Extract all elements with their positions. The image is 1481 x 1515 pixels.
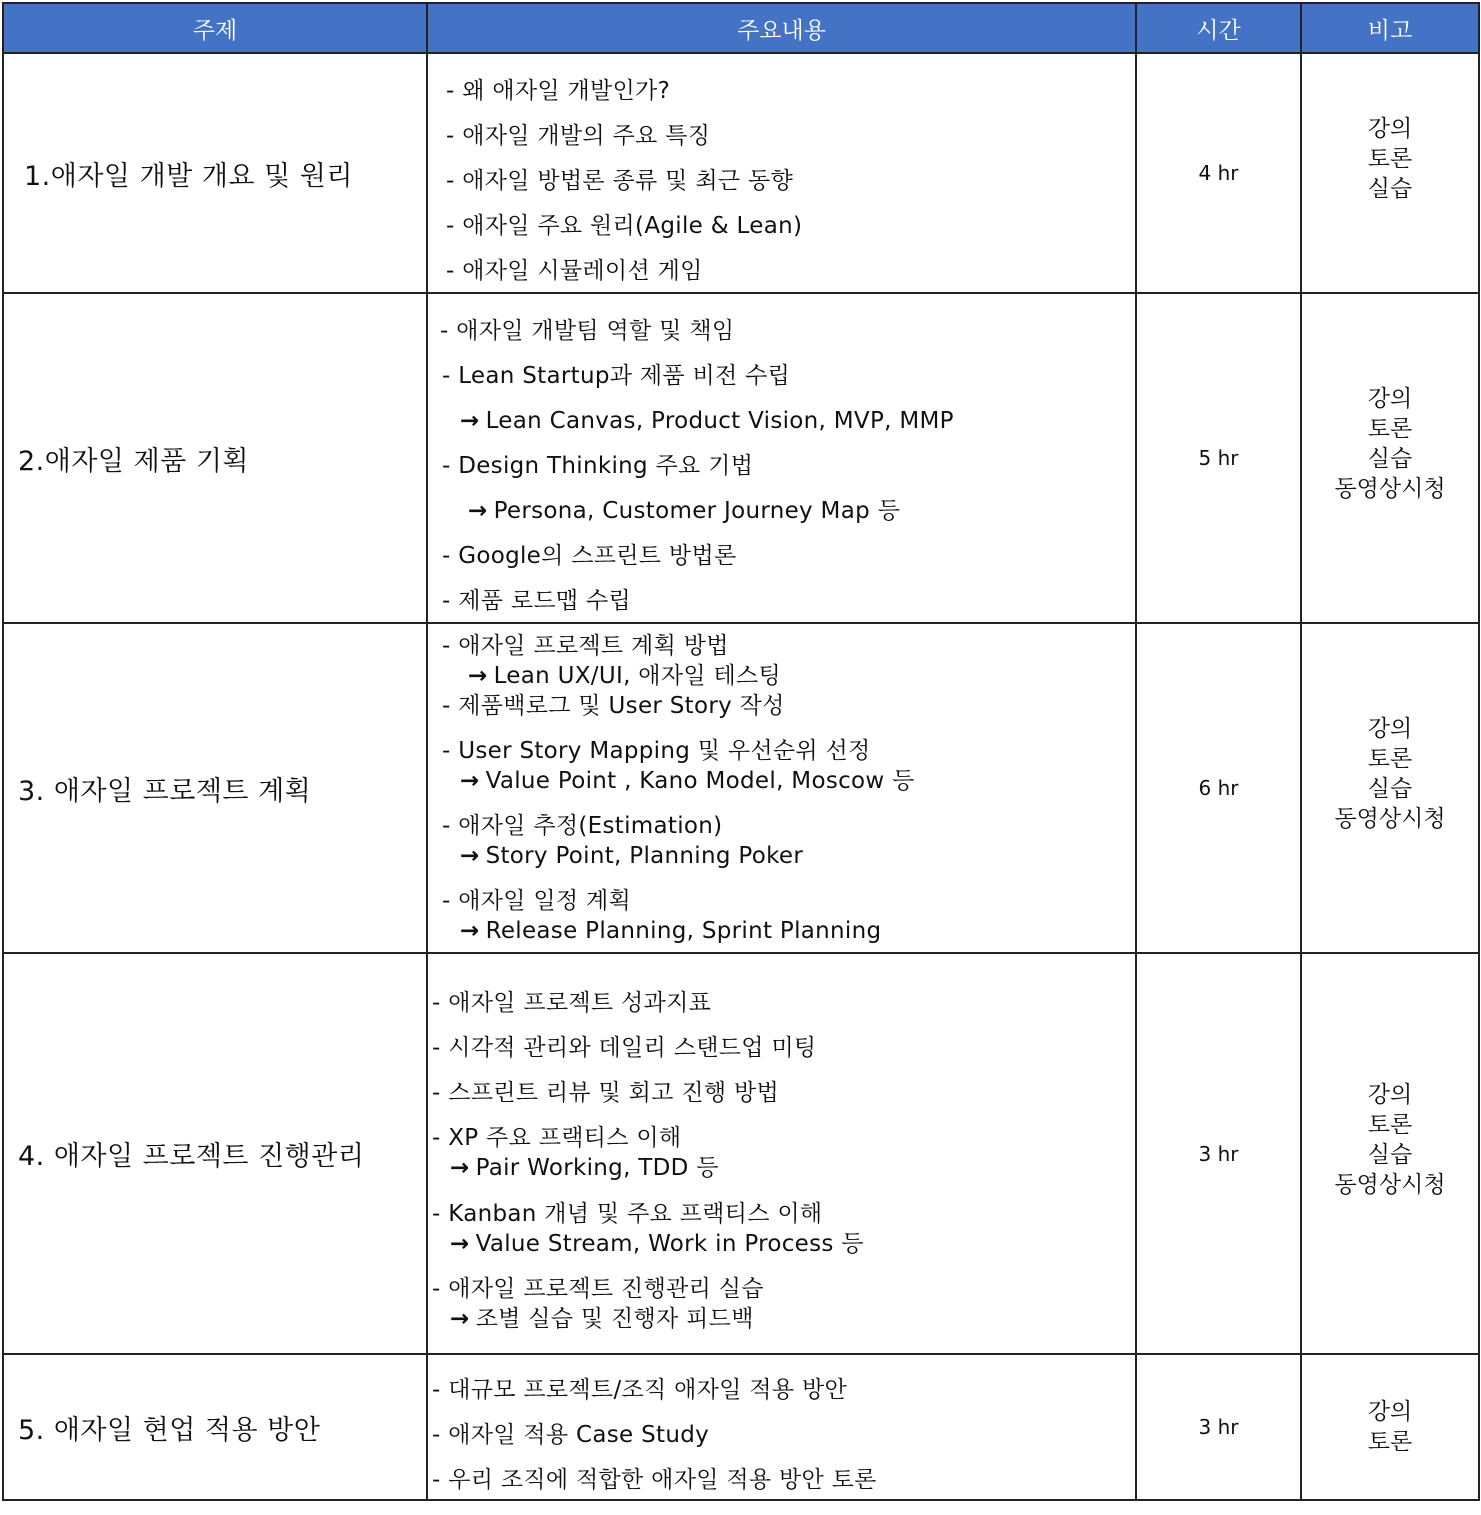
table-row bbox=[3, 1354, 1479, 1500]
note-text: 실습 bbox=[1367, 1141, 1413, 1168]
notes-cell bbox=[1301, 953, 1479, 1354]
header-note: 비고 bbox=[1301, 3, 1479, 53]
note-text: 토론 bbox=[1367, 416, 1413, 442]
arrow-right-icon: → bbox=[450, 1231, 470, 1257]
content-line-text: Value Point , Kano Model, Moscow 등 bbox=[485, 768, 915, 794]
content-line: - 스프린트 리뷰 및 회고 진행 방법 bbox=[432, 1080, 779, 1106]
content-line: - 제품백로그 및 User Story 작성 bbox=[442, 693, 785, 719]
content-line bbox=[460, 916, 881, 946]
content-line: - Lean Startup과 제품 비전 수립 bbox=[442, 363, 791, 389]
note-text: 동영상시청 bbox=[1334, 806, 1446, 832]
content-line-text: Lean Canvas, Product Vision, MVP, MMP bbox=[485, 408, 954, 434]
time-cell: 3 hr bbox=[1136, 1354, 1301, 1500]
content-line: - 애자일 추정(Estimation) bbox=[442, 813, 723, 839]
notes-cell bbox=[1301, 623, 1479, 953]
content-line bbox=[460, 766, 915, 796]
note-text: 강의 bbox=[1367, 1081, 1413, 1108]
content-line bbox=[450, 1153, 719, 1183]
table-row bbox=[3, 293, 1479, 623]
content-line: - User Story Mapping 및 우선순위 선정 bbox=[442, 738, 871, 764]
time-cell: 5 hr bbox=[1136, 293, 1301, 623]
content-line: - 애자일 주요 원리(Agile & Lean) bbox=[446, 213, 803, 239]
content-line: - 애자일 프로젝트 성과지표 bbox=[432, 990, 712, 1016]
arrow-right-icon: → bbox=[450, 1155, 470, 1181]
note-text: 동영상시청 bbox=[1334, 1171, 1446, 1198]
content-line-text: Lean UX/UI, 애자일 테스팅 bbox=[493, 663, 782, 689]
topic-cell: 4. 애자일 프로젝트 진행관리 bbox=[3, 953, 427, 1354]
note-text: 강의 bbox=[1367, 716, 1413, 742]
content-line bbox=[460, 406, 954, 436]
content-line: - 애자일 방법론 종류 및 최근 동향 bbox=[446, 168, 793, 194]
table-row bbox=[3, 623, 1479, 953]
content-line-text: Persona, Customer Journey Map 등 bbox=[493, 498, 901, 524]
topic-cell: 1.애자일 개발 개요 및 원리 bbox=[3, 53, 427, 293]
header-row bbox=[3, 3, 1479, 53]
arrow-right-icon: → bbox=[468, 663, 488, 689]
content-cell bbox=[427, 623, 1136, 953]
content-line: - 애자일 프로젝트 계획 방법 bbox=[442, 633, 729, 659]
header-time: 시간 bbox=[1136, 3, 1301, 53]
time-cell: 6 hr bbox=[1136, 623, 1301, 953]
note-text: 강의 bbox=[1367, 116, 1413, 142]
arrow-right-icon: → bbox=[460, 768, 480, 794]
content-line-text: Value Stream, Work in Process 등 bbox=[475, 1231, 864, 1257]
arrow-right-icon: → bbox=[460, 918, 480, 944]
arrow-right-icon: → bbox=[450, 1306, 470, 1332]
topic-cell: 5. 애자일 현업 적용 방안 bbox=[3, 1354, 427, 1500]
content-line bbox=[468, 661, 781, 691]
content-line: - 애자일 일정 계획 bbox=[442, 888, 632, 914]
notes-cell bbox=[1301, 53, 1479, 293]
content-line bbox=[450, 1229, 864, 1259]
content-line bbox=[468, 496, 900, 526]
arrow-right-icon: → bbox=[468, 498, 488, 524]
content-cell bbox=[427, 953, 1136, 1354]
content-line: - Design Thinking 주요 기법 bbox=[442, 453, 754, 479]
time-cell: 3 hr bbox=[1136, 953, 1301, 1354]
note-text: 실습 bbox=[1367, 176, 1413, 202]
content-line-text: Release Planning, Sprint Planning bbox=[485, 918, 882, 944]
content-line: - Kanban 개념 및 주요 프랙티스 이해 bbox=[432, 1201, 823, 1227]
content-line-text: 조별 실습 및 진행자 피드백 bbox=[475, 1306, 754, 1332]
note-text: 동영상시청 bbox=[1334, 476, 1446, 502]
content-line: - 애자일 개발의 주요 특징 bbox=[446, 123, 711, 149]
notes-cell bbox=[1301, 293, 1479, 623]
content-line-text: Pair Working, TDD 등 bbox=[475, 1155, 719, 1181]
content-cell bbox=[427, 293, 1136, 623]
note-text: 토론 bbox=[1367, 1429, 1413, 1455]
content-line: - 애자일 적용 Case Study bbox=[432, 1422, 710, 1448]
time-cell: 4 hr bbox=[1136, 53, 1301, 293]
note-text: 토론 bbox=[1367, 146, 1413, 172]
note-text: 강의 bbox=[1367, 386, 1413, 412]
content-cell bbox=[427, 53, 1136, 293]
topic-cell: 3. 애자일 프로젝트 계획 bbox=[3, 623, 427, 953]
content-line: - Google의 스프린트 방법론 bbox=[442, 543, 737, 569]
content-line: - 제품 로드맵 수립 bbox=[442, 588, 632, 614]
note-text: 실습 bbox=[1367, 446, 1413, 472]
table-row bbox=[3, 953, 1479, 1354]
arrow-right-icon: → bbox=[460, 843, 480, 869]
header-content: 주요내용 bbox=[427, 3, 1136, 53]
table-row bbox=[3, 53, 1479, 293]
arrow-right-icon: → bbox=[460, 408, 480, 434]
note-text: 토론 bbox=[1367, 1111, 1413, 1138]
content-line bbox=[460, 841, 803, 871]
curriculum-table bbox=[2, 2, 1480, 1501]
content-line: - 왜 애자일 개발인가? bbox=[446, 78, 671, 104]
notes-cell bbox=[1301, 1354, 1479, 1500]
content-line bbox=[450, 1304, 754, 1334]
content-line: - 대규모 프로젝트/조직 애자일 적용 방안 bbox=[432, 1377, 847, 1403]
topic-cell: 2.애자일 제품 기획 bbox=[3, 293, 427, 623]
note-text: 토론 bbox=[1367, 746, 1413, 772]
content-line: - 애자일 시뮬레이션 게임 bbox=[446, 258, 703, 284]
content-line: - 우리 조직에 적합한 애자일 적용 방안 토론 bbox=[432, 1467, 877, 1493]
content-line-text: Story Point, Planning Poker bbox=[485, 843, 804, 869]
note-text: 실습 bbox=[1367, 776, 1413, 802]
content-line: - 애자일 프로젝트 진행관리 실습 bbox=[432, 1276, 764, 1302]
content-cell bbox=[427, 1354, 1136, 1500]
note-text: 강의 bbox=[1367, 1399, 1413, 1425]
content-line: - 시각적 관리와 데일리 스탠드업 미팅 bbox=[432, 1035, 817, 1061]
content-line: - XP 주요 프랙티스 이해 bbox=[432, 1125, 682, 1151]
header-topic: 주제 bbox=[3, 3, 427, 53]
content-line: - 애자일 개발팀 역할 및 책임 bbox=[440, 318, 735, 344]
